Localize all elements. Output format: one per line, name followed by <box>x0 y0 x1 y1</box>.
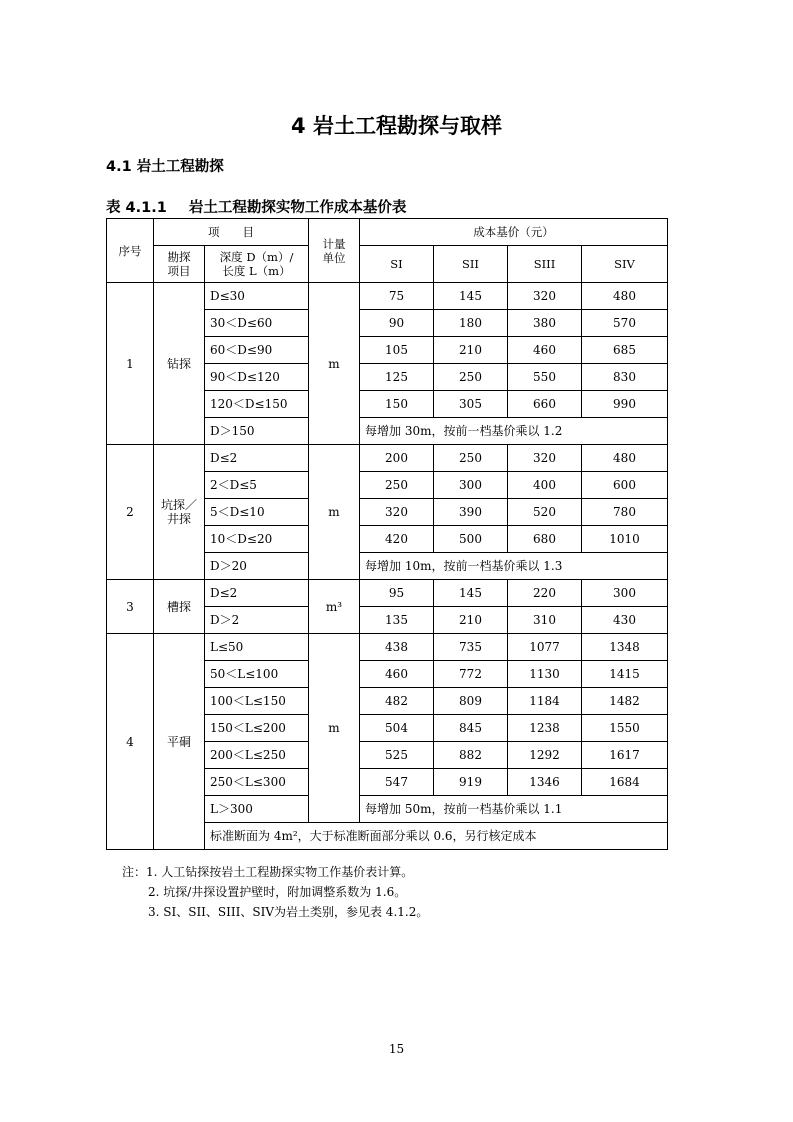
price-cell: 780 <box>582 499 668 526</box>
price-cell: 547 <box>360 769 434 796</box>
table-row <box>107 283 668 310</box>
method-cell: 坑探／ 井探 <box>154 445 205 580</box>
depth-cell: D≤30 <box>205 283 309 310</box>
project-header: 项 目 <box>154 219 309 246</box>
table-row <box>107 634 668 661</box>
price-cell: 180 <box>434 310 508 337</box>
price-cell: 882 <box>434 742 508 769</box>
price-cell: 300 <box>434 472 508 499</box>
price-cell: 310 <box>508 607 582 634</box>
seq-cell: 4 <box>107 634 154 850</box>
depth-cell: 30＜D≤60 <box>205 310 309 337</box>
note-2: 2. 坑探/井探设置护壁时，附加调整系数为 1.6。 <box>148 885 407 899</box>
page-number: 15 <box>388 1042 405 1056</box>
price-cell: 320 <box>508 445 582 472</box>
price-cell: 520 <box>508 499 582 526</box>
method-header <box>154 246 205 283</box>
depth-cell: D＞2 <box>205 607 309 634</box>
price-cell: 430 <box>582 607 668 634</box>
header-row-1 <box>107 219 668 246</box>
price-cell: 1184 <box>508 688 582 715</box>
price-cell: 830 <box>582 364 668 391</box>
unit-header <box>309 219 360 283</box>
depth-cell: L≤50 <box>205 634 309 661</box>
note-3: 3. SI、SII、SIII、SIV为岩土类别，参见表 4.1.2。 <box>148 905 429 919</box>
price-cell: 210 <box>434 607 508 634</box>
class-header-sii: SII <box>434 246 508 283</box>
price-cell: 480 <box>582 445 668 472</box>
header-row-2 <box>107 246 668 283</box>
seq-cell: 2 <box>107 445 154 580</box>
depth-cell: 10＜D≤20 <box>205 526 309 553</box>
method-cell: 钻探 <box>154 283 205 445</box>
notes <box>122 862 428 922</box>
price-cell: 305 <box>434 391 508 418</box>
unit-cell: m <box>309 634 360 823</box>
price-cell: 460 <box>508 337 582 364</box>
price-cell: 1130 <box>508 661 582 688</box>
price-cell: 735 <box>434 634 508 661</box>
depth-cell: D＞20 <box>205 553 309 580</box>
depth-header-text: 深度 D（m）/ 长度 L（m） <box>219 250 294 278</box>
price-cell: 1010 <box>582 526 668 553</box>
price-cell: 504 <box>360 715 434 742</box>
price-cell: 210 <box>434 337 508 364</box>
price-cell: 482 <box>360 688 434 715</box>
class-header-siv: SIV <box>582 246 668 283</box>
depth-cell: 100＜L≤150 <box>205 688 309 715</box>
unit-cell: m³ <box>309 580 360 634</box>
price-cell: 550 <box>508 364 582 391</box>
price-cell: 570 <box>582 310 668 337</box>
depth-cell: 50＜L≤100 <box>205 661 309 688</box>
price-cell: 75 <box>360 283 434 310</box>
depth-cell: 200＜L≤250 <box>205 742 309 769</box>
price-cell: 1482 <box>582 688 668 715</box>
price-cell: 145 <box>434 580 508 607</box>
price-cell: 809 <box>434 688 508 715</box>
price-cell: 300 <box>582 580 668 607</box>
price-cell: 150 <box>360 391 434 418</box>
price-cell: 200 <box>360 445 434 472</box>
method-cell: 槽探 <box>154 580 205 634</box>
depth-cell: 150＜L≤200 <box>205 715 309 742</box>
class-header-si: SI <box>360 246 434 283</box>
price-cell: 845 <box>434 715 508 742</box>
section-heading: 4.1 岩土工程勘探 <box>106 159 224 175</box>
price-cell: 320 <box>508 283 582 310</box>
price-cell: 500 <box>434 526 508 553</box>
price-cell: 90 <box>360 310 434 337</box>
price-cell: 390 <box>434 499 508 526</box>
price-cell: 1550 <box>582 715 668 742</box>
price-cell: 1415 <box>582 661 668 688</box>
price-cell: 250 <box>434 364 508 391</box>
cost-table <box>106 218 668 850</box>
seq-cell: 1 <box>107 283 154 445</box>
price-cell: 438 <box>360 634 434 661</box>
price-cell: 1292 <box>508 742 582 769</box>
page-title: 4 岩土工程勘探与取样 <box>291 114 502 138</box>
class-header-siii: SIII <box>508 246 582 283</box>
depth-cell: D≤2 <box>205 580 309 607</box>
price-cell: 480 <box>582 283 668 310</box>
price-cell: 250 <box>360 472 434 499</box>
depth-cell: 5＜D≤10 <box>205 499 309 526</box>
method-cell: 平硐 <box>154 634 205 850</box>
price-cell: 1346 <box>508 769 582 796</box>
depth-cell: 2＜D≤5 <box>205 472 309 499</box>
unit-cell: m <box>309 445 360 580</box>
price-cell: 1684 <box>582 769 668 796</box>
price-cell: 145 <box>434 283 508 310</box>
price-cell: 105 <box>360 337 434 364</box>
depth-cell: 60＜D≤90 <box>205 337 309 364</box>
depth-cell: 250＜L≤300 <box>205 769 309 796</box>
depth-cell: D≤2 <box>205 445 309 472</box>
price-cell: 320 <box>360 499 434 526</box>
price-cell: 400 <box>508 472 582 499</box>
table-row <box>107 445 668 472</box>
price-cell: 772 <box>434 661 508 688</box>
increment-note-cell: 每增加 50m，按前一档基价乘以 1.1 <box>360 796 668 823</box>
unit-header-text: 计量 单位 <box>322 236 346 265</box>
table-caption <box>106 196 428 217</box>
price-cell: 1238 <box>508 715 582 742</box>
price-cell: 600 <box>582 472 668 499</box>
increment-note-cell: 每增加 10m，按前一档基价乘以 1.3 <box>360 553 668 580</box>
price-cell: 250 <box>434 445 508 472</box>
depth-header <box>205 246 309 283</box>
price-cell: 220 <box>508 580 582 607</box>
price-cell: 660 <box>508 391 582 418</box>
price-cell: 420 <box>360 526 434 553</box>
seq-header: 序号 <box>107 219 154 283</box>
price-cell: 460 <box>360 661 434 688</box>
price-cell: 685 <box>582 337 668 364</box>
price-cell: 95 <box>360 580 434 607</box>
method-header-text: 勘探 项目 <box>167 250 191 278</box>
price-cell: 1077 <box>508 634 582 661</box>
seq-cell: 3 <box>107 580 154 634</box>
price-cell: 525 <box>360 742 434 769</box>
price-cell: 680 <box>508 526 582 553</box>
table-title: 岩土工程勘探实物工作成本基价表 <box>188 200 407 216</box>
depth-cell: 120＜D≤150 <box>205 391 309 418</box>
price-cell: 1617 <box>582 742 668 769</box>
depth-cell: D＞150 <box>205 418 309 445</box>
table-row <box>107 580 668 607</box>
unit-cell: m <box>309 283 360 445</box>
section-note-cell: 标准断面为 4m²，大于标准断面部分乘以 0.6，另行核定成本 <box>205 823 668 850</box>
price-cell: 380 <box>508 310 582 337</box>
price-cell: 125 <box>360 364 434 391</box>
price-cell: 1348 <box>582 634 668 661</box>
depth-cell: L＞300 <box>205 796 309 823</box>
price-cell: 919 <box>434 769 508 796</box>
depth-cell: 90＜D≤120 <box>205 364 309 391</box>
table-number: 表 4.1.1 <box>106 200 167 216</box>
increment-note-cell: 每增加 30m，按前一档基价乘以 1.2 <box>360 418 668 445</box>
note-1: 注：1. 人工钻探按岩土工程勘探实物工作基价表计算。 <box>122 865 414 879</box>
price-header: 成本基价（元） <box>360 219 668 246</box>
price-cell: 135 <box>360 607 434 634</box>
price-cell: 990 <box>582 391 668 418</box>
